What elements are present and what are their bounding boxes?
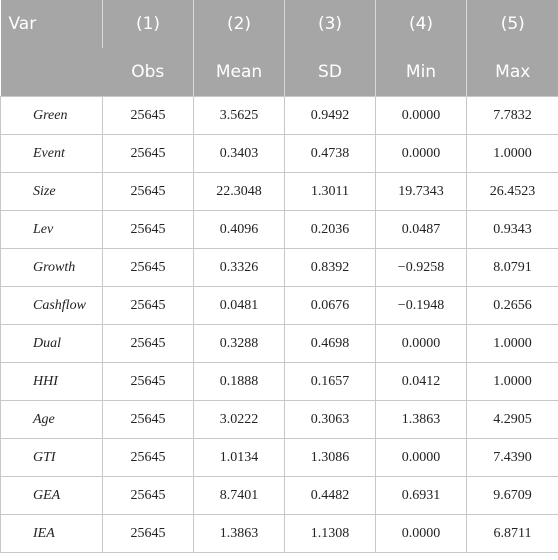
column-stat-header: Obs <box>103 48 194 97</box>
value-cell: 1.0000 <box>467 135 558 173</box>
value-cell: 0.4698 <box>285 325 376 363</box>
table-row <box>1 249 558 287</box>
table-row <box>1 401 558 439</box>
column-number-header: (5) <box>467 0 558 48</box>
variable-name-cell: Green <box>1 97 103 135</box>
value-cell: 0.0412 <box>376 363 467 401</box>
variable-name-cell: GTI <box>1 439 103 477</box>
value-cell: 0.3326 <box>194 249 285 287</box>
value-cell: 25645 <box>103 211 194 249</box>
table-row <box>1 325 558 363</box>
column-stat-header: Mean <box>194 48 285 97</box>
table-row <box>1 173 558 211</box>
column-stat-header: SD <box>285 48 376 97</box>
var-header: Var <box>1 0 103 97</box>
value-cell: 1.3011 <box>285 173 376 211</box>
value-cell: 0.4096 <box>194 211 285 249</box>
value-cell: 0.6931 <box>376 477 467 515</box>
value-cell: 0.4482 <box>285 477 376 515</box>
value-cell: 25645 <box>103 173 194 211</box>
value-cell: 0.2036 <box>285 211 376 249</box>
value-cell: 0.0000 <box>376 515 467 553</box>
variable-name-cell: Event <box>1 135 103 173</box>
table-row <box>1 287 558 325</box>
header-row-numbers <box>1 0 558 48</box>
value-cell: 1.3863 <box>376 401 467 439</box>
value-cell: 25645 <box>103 363 194 401</box>
value-cell: 1.3086 <box>285 439 376 477</box>
value-cell: 3.5625 <box>194 97 285 135</box>
column-number-header: (4) <box>376 0 467 48</box>
value-cell: 0.0000 <box>376 135 467 173</box>
value-cell: 9.6709 <box>467 477 558 515</box>
value-cell: 3.0222 <box>194 401 285 439</box>
value-cell: 0.9492 <box>285 97 376 135</box>
value-cell: 0.3288 <box>194 325 285 363</box>
variable-name-cell: IEA <box>1 515 103 553</box>
column-stat-header: Min <box>376 48 467 97</box>
value-cell: 0.2656 <box>467 287 558 325</box>
value-cell: 4.2905 <box>467 401 558 439</box>
value-cell: 0.3063 <box>285 401 376 439</box>
value-cell: 8.0791 <box>467 249 558 287</box>
value-cell: 0.0000 <box>376 97 467 135</box>
value-cell: 0.0000 <box>376 325 467 363</box>
variable-name-cell: HHI <box>1 363 103 401</box>
value-cell: 0.9343 <box>467 211 558 249</box>
value-cell: 1.0000 <box>467 363 558 401</box>
column-number-header: (3) <box>285 0 376 48</box>
variable-name-cell: Size <box>1 173 103 211</box>
value-cell: 25645 <box>103 97 194 135</box>
value-cell: 6.8711 <box>467 515 558 553</box>
variable-name-cell: Lev <box>1 211 103 249</box>
value-cell: 8.7401 <box>194 477 285 515</box>
value-cell: 0.0676 <box>285 287 376 325</box>
value-cell: 25645 <box>103 515 194 553</box>
column-number-header: (1) <box>103 0 194 48</box>
value-cell: 0.0000 <box>376 439 467 477</box>
value-cell: 1.3863 <box>194 515 285 553</box>
table-row <box>1 477 558 515</box>
value-cell: 25645 <box>103 287 194 325</box>
value-cell: 25645 <box>103 325 194 363</box>
value-cell: 0.4738 <box>285 135 376 173</box>
table-row <box>1 97 558 135</box>
value-cell: 0.1888 <box>194 363 285 401</box>
table-row <box>1 211 558 249</box>
table-row <box>1 515 558 553</box>
value-cell: 25645 <box>103 249 194 287</box>
value-cell: 7.4390 <box>467 439 558 477</box>
value-cell: 1.0000 <box>467 325 558 363</box>
value-cell: 1.0134 <box>194 439 285 477</box>
value-cell: 19.7343 <box>376 173 467 211</box>
variable-name-cell: Cashflow <box>1 287 103 325</box>
table-row <box>1 439 558 477</box>
value-cell: 0.8392 <box>285 249 376 287</box>
table-row <box>1 135 558 173</box>
value-cell: 22.3048 <box>194 173 285 211</box>
table-row <box>1 363 558 401</box>
value-cell: 7.7832 <box>467 97 558 135</box>
variable-name-cell: GEA <box>1 477 103 515</box>
column-number-header: (2) <box>194 0 285 48</box>
value-cell: 0.1657 <box>285 363 376 401</box>
value-cell: 25645 <box>103 477 194 515</box>
variable-name-cell: Dual <box>1 325 103 363</box>
table-header <box>1 0 558 97</box>
value-cell: 25645 <box>103 135 194 173</box>
variable-name-cell: Age <box>1 401 103 439</box>
value-cell: 26.4523 <box>467 173 558 211</box>
value-cell: −0.9258 <box>376 249 467 287</box>
value-cell: 0.3403 <box>194 135 285 173</box>
value-cell: 1.1308 <box>285 515 376 553</box>
value-cell: −0.1948 <box>376 287 467 325</box>
variable-name-cell: Growth <box>1 249 103 287</box>
value-cell: 0.0487 <box>376 211 467 249</box>
value-cell: 0.0481 <box>194 287 285 325</box>
column-stat-header: Max <box>467 48 558 97</box>
table-body <box>1 97 558 553</box>
value-cell: 25645 <box>103 401 194 439</box>
value-cell: 25645 <box>103 439 194 477</box>
